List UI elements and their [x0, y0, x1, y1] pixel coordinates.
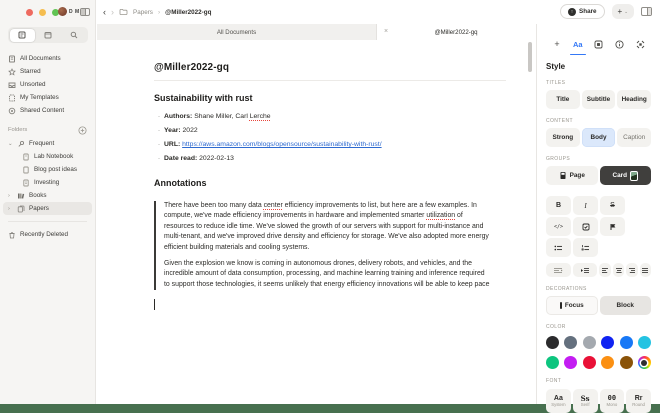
color-swatch-black[interactable] [546, 336, 559, 349]
sidebar-mode-switcher [8, 27, 88, 43]
sidebar-folder-frequent[interactable] [0, 137, 95, 150]
chevron-down-icon: ⌄ [624, 8, 628, 14]
titlebar-actions [560, 4, 652, 19]
sidebar-divider [8, 221, 87, 222]
document-heading[interactable]: Sustainability with rust [154, 93, 253, 103]
plus-icon: + [617, 6, 623, 16]
close-window-button[interactable] [26, 9, 33, 16]
sidebar-item-starred[interactable] [0, 65, 95, 78]
page-group-button[interactable]: Page [546, 166, 598, 185]
misspelled-word: utilization [426, 212, 456, 220]
search-icon [70, 31, 78, 39]
window-controls [26, 9, 59, 16]
sidebar-item-label: All Documents [20, 55, 61, 62]
custom-color-core [641, 360, 647, 366]
sidebar-item-my-templates[interactable] [0, 91, 95, 104]
bullet-list-icon [554, 244, 563, 252]
sidebar-doc-lab-notebook[interactable] [0, 150, 95, 163]
share-icon [568, 8, 576, 16]
sidebar-item-label: Starred [20, 68, 41, 75]
subtitle-style-button[interactable]: Subtitle [582, 90, 616, 109]
font-serif-button[interactable]: Ss Serif [573, 389, 598, 413]
all-documents-icon [8, 55, 16, 63]
justify-icon [641, 267, 649, 274]
card-icon [594, 40, 603, 49]
content-buttons [546, 128, 651, 147]
align-center-icon [615, 267, 623, 274]
checkbox-list-button[interactable] [573, 217, 598, 236]
list-item-url[interactable]: · URL: https://aws.amazon.com/blogs/opensource/sustainability-with-rust/ [157, 141, 382, 148]
list-item-date-read[interactable]: · Date read: 2022-02-13 [157, 155, 234, 162]
color-swatch-azure[interactable] [620, 336, 633, 349]
info-icon [615, 40, 624, 49]
color-swatch-red[interactable] [583, 356, 596, 369]
field-label: Date read: [164, 155, 198, 162]
quote-paragraph-1: There have been too many data center efficiency improvements to list, but here are a few examples. In compute, we've made efficiency improvements in hardware and implemented smarter utilization of resources to reduce idle time. We've slowed the growth of our servers with support for multi-instance and multi-tenant, and we've improved drive density and efficiency for storage. We've also adopted more energy efficient building materials and cooling systems. [164, 202, 489, 251]
field-label: Year: [164, 127, 181, 134]
tray-icon [8, 81, 16, 89]
share-button[interactable]: ↑ Share [560, 4, 605, 19]
sidebar-folder-papers[interactable] [3, 202, 92, 215]
chevron-right-icon[interactable]: › [8, 205, 10, 212]
font-mono-button[interactable]: 00 Mono [600, 389, 625, 413]
focus-bar-icon [560, 302, 562, 309]
quote-paragraph-2: Given the explosion we know is coming in autonomous drones, delivery robots, and vehicles, and the incredible amount of data consumption, processing, and machine learning training and inference required to support those technologies, it seems unlikely that energy efficiency innovations will be able to keep pace [164, 260, 490, 288]
doc-label: Lab Notebook [34, 153, 74, 160]
collapse-tab[interactable] [632, 36, 648, 52]
groups-buttons [546, 166, 651, 185]
titles-section-label: TITLES [546, 80, 566, 86]
color-swatches [546, 336, 651, 369]
align-left-icon [601, 267, 609, 274]
close-tab-icon[interactable]: × [384, 28, 389, 35]
scrollbar-thumb[interactable] [528, 42, 532, 72]
format-buttons [546, 196, 651, 257]
decoration-buttons [546, 296, 651, 315]
align-center-button[interactable] [613, 263, 624, 277]
numbered-list-button[interactable] [573, 238, 598, 257]
sidebar-item-unsorted[interactable] [0, 78, 95, 91]
indent-align-buttons [546, 263, 651, 277]
notes-icon [18, 31, 26, 39]
indent-button[interactable] [573, 263, 598, 277]
sidebar-item-label: Shared Content [20, 107, 65, 114]
page-icon [22, 153, 30, 161]
color-swatch-slate[interactable] [564, 336, 577, 349]
align-right-icon [628, 267, 636, 274]
sidebar-item-all-documents[interactable] [0, 52, 95, 65]
text-cursor [154, 299, 155, 310]
folders-section-header [0, 123, 95, 137]
block-quote[interactable] [154, 201, 492, 290]
align-left-button[interactable] [599, 263, 610, 277]
shared-icon [8, 107, 16, 115]
document-title[interactable]: @Miller2022-gq [154, 62, 230, 73]
color-swatch-cyan[interactable] [638, 336, 651, 349]
content-section-label: CONTENT [546, 118, 573, 124]
trash-icon [8, 231, 16, 239]
article-link[interactable]: https://aws.amazon.com/blogs/opensource/sustainability-with-rust/ [182, 141, 382, 148]
align-right-button[interactable] [626, 263, 637, 277]
title-style-button[interactable]: Title [546, 90, 580, 109]
field-label: URL: [164, 141, 181, 148]
bold-button[interactable]: B [546, 196, 571, 215]
style-tab[interactable]: Aa [570, 36, 586, 52]
sidebar-toggle-icon[interactable] [80, 8, 90, 16]
sidebar-nav [0, 52, 95, 241]
documents-mode-tab[interactable] [10, 29, 36, 42]
outdent-icon [553, 267, 563, 274]
title-divider [154, 80, 506, 81]
collapse-icon [636, 40, 645, 49]
metadata-list [154, 110, 506, 166]
breadcrumb [103, 0, 211, 24]
color-swatch-custom-selected[interactable] [638, 356, 651, 369]
page-icon [22, 166, 30, 174]
user-initials: D M [69, 8, 80, 15]
sidebar-item-label: Unsorted [20, 81, 46, 88]
tab-bar [97, 24, 535, 40]
tab-current-document[interactable]: × @Miller2022-gq [377, 24, 535, 40]
sidebar [0, 0, 96, 404]
forward-button[interactable]: › [111, 7, 114, 17]
flag-icon [609, 223, 617, 231]
minimize-window-button[interactable] [39, 9, 46, 16]
font-buttons [546, 389, 651, 413]
folders-label: Folders [8, 127, 28, 133]
decorations-section-label: DECORATIONS [546, 286, 587, 292]
misspelled-word: Lerche [249, 113, 271, 120]
document [154, 62, 506, 310]
breadcrumb-separator: › [157, 8, 161, 16]
info-tab[interactable] [611, 36, 627, 52]
breadcrumb-current[interactable]: @Miller2022-gq [165, 8, 212, 16]
sidebar-doc-blog-post-ideas[interactable] [0, 163, 95, 176]
color-swatch-brown[interactable] [620, 356, 633, 369]
checkbox-icon [582, 223, 590, 231]
inspector-toggle-icon[interactable] [641, 7, 652, 16]
breadcrumb-folder[interactable]: Papers [133, 8, 153, 16]
sidebar-item-shared-content[interactable] [0, 104, 95, 117]
template-icon [8, 94, 16, 102]
page-icon [22, 179, 30, 187]
font-round-button[interactable]: Rr Round [626, 389, 651, 413]
strikethrough-button[interactable]: S [600, 196, 625, 215]
doc-label: Blog post ideas [34, 166, 78, 173]
indent-icon [580, 267, 590, 274]
body-style-button[interactable]: Body [582, 128, 616, 147]
justify-button[interactable] [640, 263, 651, 277]
color-swatch-orange[interactable] [601, 356, 614, 369]
books-icon [17, 192, 25, 200]
block-decoration-button[interactable]: Block [600, 296, 652, 315]
calendar-mode-tab[interactable] [35, 29, 61, 42]
inspector-panel [536, 24, 660, 407]
style-heading: Style [546, 62, 566, 71]
annotations-heading[interactable]: Annotations [154, 178, 207, 188]
heading-style-button[interactable]: Heading [617, 90, 651, 109]
sidebar-doc-investing[interactable] [0, 176, 95, 189]
add-folder-icon[interactable] [78, 126, 87, 135]
card-thumbnail-icon [630, 171, 638, 181]
color-swatch-blue[interactable] [601, 336, 614, 349]
color-swatch-gray[interactable] [583, 336, 596, 349]
back-button[interactable]: ‹ [103, 7, 106, 17]
sidebar-item-label: Recently Deleted [20, 231, 68, 238]
titles-buttons [546, 90, 651, 109]
account-chip[interactable] [58, 7, 80, 16]
strong-style-button[interactable]: Strong [546, 128, 580, 147]
color-section-label: COLOR [546, 324, 566, 330]
page-icon [559, 171, 567, 180]
list-item-year[interactable]: · Year: 2022 [157, 127, 198, 134]
sidebar-item-label: My Templates [20, 94, 59, 101]
chevron-down-icon[interactable]: ⌄ [8, 140, 13, 147]
folder-icon [119, 8, 128, 16]
focus-decoration-button[interactable]: Focus [546, 296, 598, 315]
star-icon [8, 68, 16, 76]
bullet-list-button[interactable] [546, 238, 571, 257]
sidebar-item-recently-deleted[interactable] [0, 228, 95, 241]
color-swatch-green[interactable] [546, 356, 559, 369]
folder-label: Frequent [29, 140, 55, 147]
tab-all-documents[interactable]: All Documents [97, 24, 377, 40]
pin-icon [17, 140, 25, 148]
new-document-button[interactable] [612, 4, 634, 19]
numbered-list-icon [581, 244, 590, 252]
flag-button[interactable] [600, 217, 625, 236]
insert-tab[interactable]: + [554, 39, 560, 49]
avatar [58, 7, 67, 16]
color-swatch-magenta[interactable] [564, 356, 577, 369]
calendar-icon [44, 31, 52, 39]
titlebar [97, 0, 660, 24]
font-section-label: FONT [546, 378, 562, 384]
italic-button[interactable]: I [573, 196, 598, 215]
folder-label: Books [29, 192, 47, 199]
inspector-tabs [546, 36, 651, 52]
font-system-button[interactable]: Aa System [546, 389, 571, 413]
list-item-authors[interactable]: · Authors: Shane Miller, Carl Lerche [157, 113, 271, 120]
page-setup-tab[interactable] [591, 36, 607, 52]
caption-style-button[interactable]: Caption [617, 128, 651, 147]
doc-label: Investing [34, 179, 60, 186]
card-group-button[interactable]: Card [600, 166, 652, 185]
search-tab[interactable] [61, 29, 87, 42]
field-label: Authors: [164, 113, 193, 120]
misspelled-word: center [263, 202, 283, 209]
folder-label: Papers [29, 205, 49, 212]
outdent-button[interactable] [546, 263, 571, 277]
papers-icon [17, 205, 25, 213]
code-button[interactable]: </> [546, 217, 571, 236]
sidebar-folder-books[interactable] [0, 189, 95, 202]
chevron-right-icon[interactable]: › [8, 192, 10, 199]
groups-section-label: GROUPS [546, 156, 571, 162]
editor-area[interactable] [97, 40, 535, 404]
